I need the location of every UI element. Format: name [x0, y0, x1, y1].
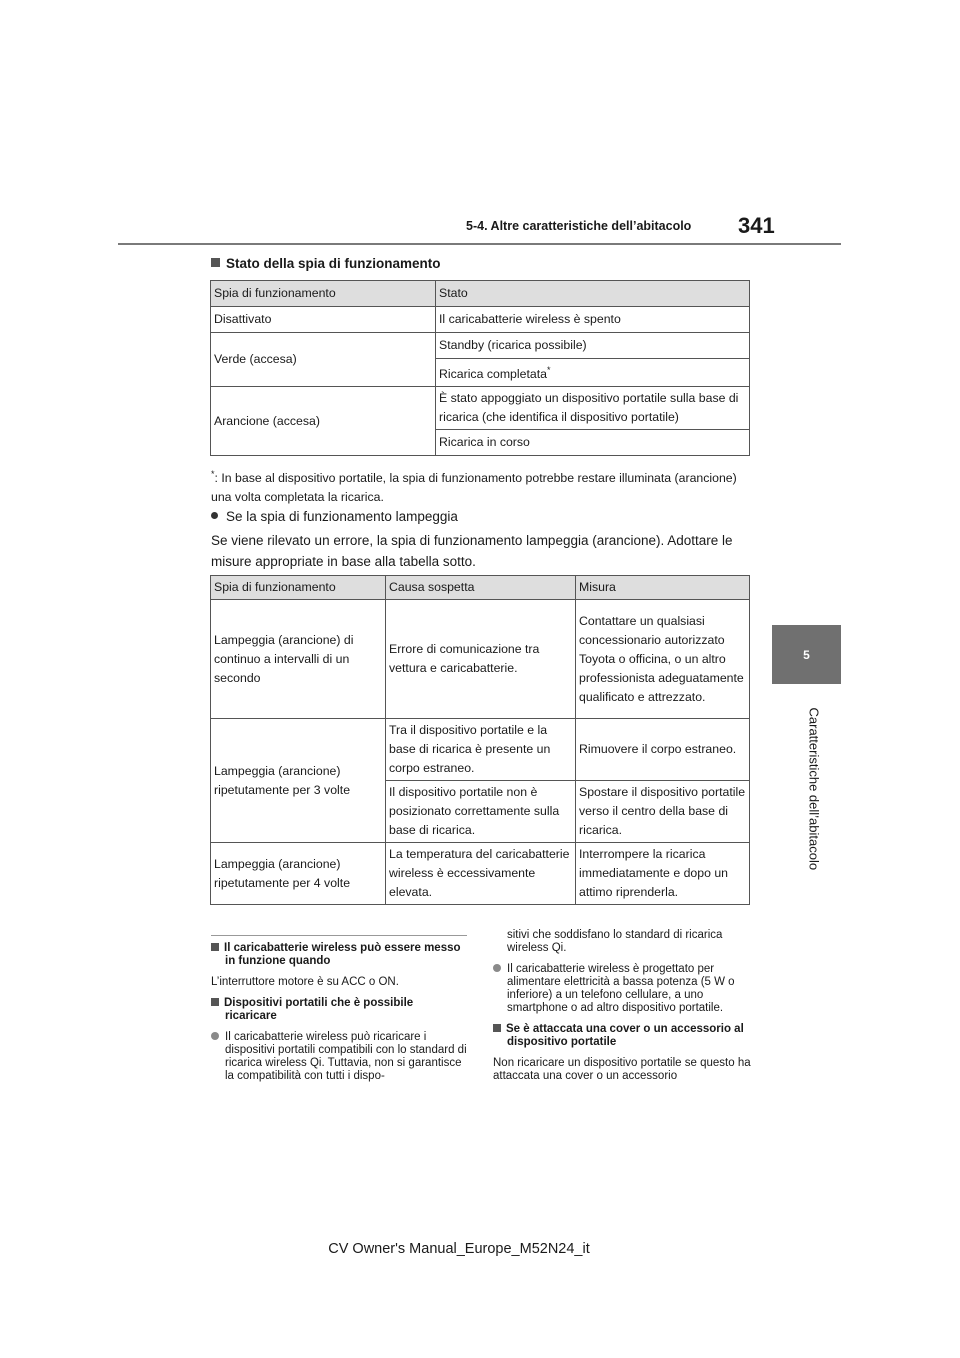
- square-bullet-icon: [211, 943, 219, 951]
- cell-text: Ricarica completata: [439, 367, 547, 382]
- page-number: 341: [738, 213, 775, 238]
- footnote-text: : In base al dispositivo portatile, la spia di funzionamento potrebbe restare illuminata (arancione) una volta completata la ricarica.: [211, 471, 737, 505]
- table-header-cell: Causa sospetta: [386, 576, 576, 600]
- main-heading-text: Stato della spia di funzionamento: [226, 256, 441, 271]
- chapter-label: Caratteristiche dell’abitacolo: [806, 707, 822, 871]
- header-rule: [118, 243, 841, 245]
- table-cell: Lampeggia (arancione) ripetutamente per 3 volte: [211, 719, 386, 843]
- footnote-mark: *: [211, 469, 215, 479]
- table-row: [211, 307, 750, 333]
- section-divider: [211, 935, 467, 936]
- table-cell: Interrompere la ricarica immediatamente e dopo un attimo riprenderla.: [576, 843, 750, 905]
- list-item-text: Il caricabatterie wireless è progettato per alimentare elettricità a bassa potenza (5 W o inferiore) a un telefono cellulare, a uno smartphone o ad altro dispositivo portatile.: [507, 963, 735, 1014]
- table-cell: Contattare un qualsiasi concessionario autorizzato Toyota o officina, o un altro professionista adeguatamente qualificato e attrezzato.: [576, 600, 750, 719]
- troubleshooting-table: [210, 575, 750, 905]
- table-row: [211, 387, 750, 430]
- table-header-cell: Spia di funzionamento: [211, 281, 436, 307]
- circle-bullet-icon: [211, 1032, 219, 1040]
- table-cell: Ricarica in corso: [436, 430, 750, 456]
- left-column: [211, 942, 467, 1091]
- table-header-cell: Stato: [436, 281, 750, 307]
- body-text: L’interruttore motore è su ACC o ON.: [211, 976, 399, 988]
- table-cell: Lampeggia (arancione) ripetutamente per 4 volte: [211, 843, 386, 905]
- subheading: [493, 1023, 751, 1049]
- table-cell: Il dispositivo portatile non è posizionato correttamente sulla base di ricarica.: [386, 781, 576, 843]
- status-table: [210, 280, 750, 456]
- table-row: [211, 600, 750, 719]
- list-item-text: Il caricabatterie wireless può ricaricare i dispositivi portatili compatibili con lo standard di ricarica wireless Qi. Tuttavia, non si garantisce la compatibilità con tutti i dispo-: [225, 1031, 467, 1082]
- list-item-continuation: sitivi che soddisfano lo standard di ricarica wireless Qi.: [507, 929, 723, 954]
- table-cell: [436, 359, 750, 387]
- chapter-tab: [772, 625, 841, 684]
- table-row: [211, 333, 750, 359]
- table-cell: Il caricabatterie wireless è spento: [436, 307, 750, 333]
- table-cell: Errore di comunicazione tra vettura e caricabatterie.: [386, 600, 576, 719]
- table-header-row: [211, 281, 750, 307]
- footnote: [211, 465, 751, 507]
- intro-paragraph: Se viene rilevato un errore, la spia di funzionamento lampeggia (arancione). Adottare le misure appropriate in base alla tabella sotto.: [211, 533, 733, 569]
- list-item: [211, 1031, 467, 1083]
- asterisk-mark: *: [546, 365, 551, 375]
- bullet-dot-icon: [211, 512, 218, 519]
- footer: [0, 1241, 960, 1257]
- table-cell: Standby (ricarica possibile): [436, 333, 750, 359]
- subheading-text: Se è attaccata una cover o un accessorio al dispositivo portatile: [506, 1023, 744, 1048]
- section-title: 5-4. Altre caratteristiche dell’abitacolo: [466, 219, 692, 233]
- subheading: [211, 997, 467, 1023]
- body-text: Non ricaricare un dispositivo portatile se questo ha attaccata una cover o un accessorio: [493, 1057, 751, 1082]
- table-cell: Arancione (accesa): [211, 387, 436, 456]
- bullet-heading-text: Se la spia di funzionamento lampeggia: [226, 509, 458, 524]
- table-row: [211, 719, 750, 781]
- square-bullet-icon: [211, 258, 220, 267]
- table-cell: La temperatura del caricabatterie wireless è eccessivamente elevata.: [386, 843, 576, 905]
- table-cell: Spostare il dispositivo portatile verso il centro della base di ricarica.: [576, 781, 750, 843]
- table-cell: Lampeggia (arancione) di continuo a intervalli di un secondo: [211, 600, 386, 719]
- square-bullet-icon: [493, 1024, 501, 1032]
- table-row: [211, 843, 750, 905]
- table-header-cell: Misura: [576, 576, 750, 600]
- square-bullet-icon: [211, 998, 219, 1006]
- list-item: [493, 963, 751, 1015]
- main-heading: [211, 256, 441, 271]
- table-cell: È stato appoggiato un dispositivo portatile sulla base di ricarica (che identifica il dispositivo portatile): [436, 387, 750, 430]
- right-column: [493, 929, 751, 1091]
- circle-bullet-icon: [493, 964, 501, 972]
- table-cell: Disattivato: [211, 307, 436, 333]
- table-cell: Tra il dispositivo portatile e la base di ricarica è presente un corpo estraneo.: [386, 719, 576, 781]
- table-cell: Rimuovere il corpo estraneo.: [576, 719, 750, 781]
- table-cell: Verde (accesa): [211, 333, 436, 387]
- subheading-text: Il caricabatterie wireless può essere messo in funzione quando: [224, 942, 461, 967]
- subheading-text: Dispositivi portatili che è possibile ricaricare: [224, 997, 414, 1022]
- table-header-cell: Spia di funzionamento: [211, 576, 386, 600]
- table-header-row: [211, 576, 750, 600]
- chapter-number: 5: [803, 647, 810, 662]
- footer-text: CV Owner's Manual_Europe_M52N24_it: [328, 1241, 590, 1257]
- bullet-heading: [211, 509, 458, 524]
- subheading: [211, 942, 467, 968]
